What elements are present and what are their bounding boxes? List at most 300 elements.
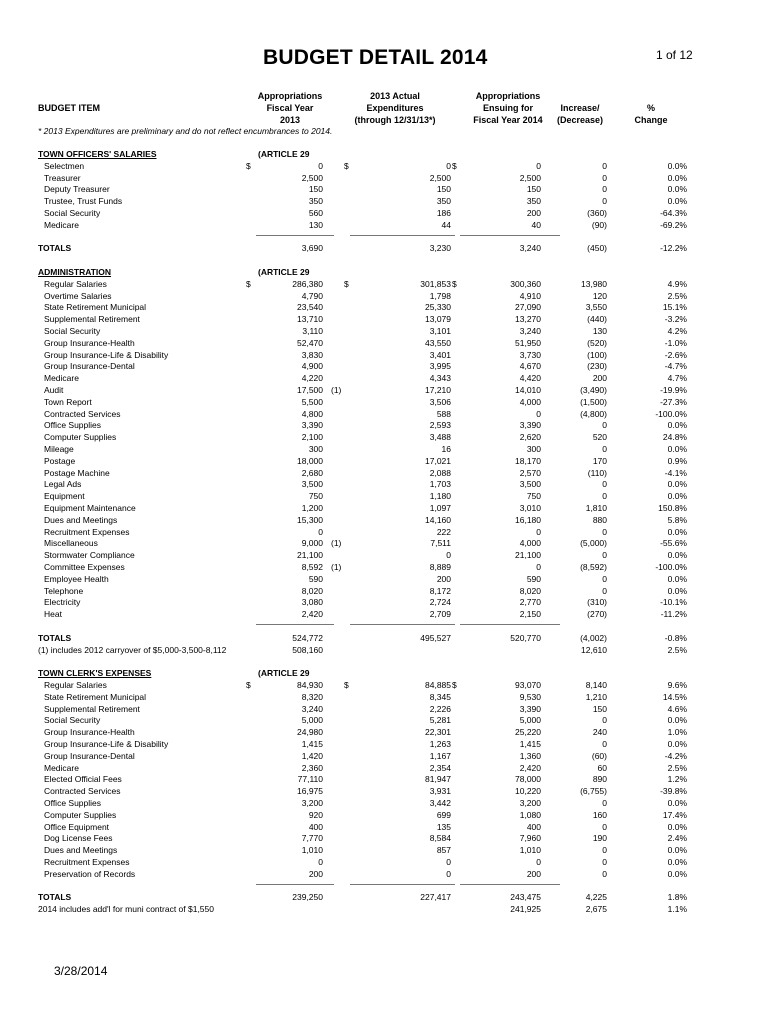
appropriation-2013: 5,000	[301, 715, 323, 726]
actual-2013: 5,281	[429, 715, 451, 726]
actual-2013: 44	[441, 219, 451, 230]
actual-2013: 7,511	[430, 538, 451, 549]
appropriation-2014: 750	[526, 491, 541, 502]
appropriation-2014: 3,240	[519, 326, 541, 336]
appropriation-2013: 400	[308, 821, 323, 832]
dollar-sign: $	[246, 160, 251, 171]
table-row	[0, 160, 770, 172]
percent-change: -4.7%	[664, 361, 687, 372]
appropriation-2014: 2,500	[519, 172, 541, 183]
percent-change: 2.5%	[667, 762, 687, 773]
table-row	[0, 384, 770, 396]
actual-2013: 3,995	[429, 361, 451, 372]
table-row	[0, 431, 770, 443]
budget-item-label: Recruitment Expenses	[44, 526, 130, 537]
appropriation-2013: 4,800	[301, 408, 323, 419]
budget-item-label: Selectmen	[44, 160, 85, 171]
table-row	[0, 549, 770, 561]
dollar-sign: $	[344, 680, 349, 690]
total-rule-line	[256, 624, 334, 625]
appropriation-2013: 3,830	[301, 349, 323, 360]
section-header	[0, 266, 770, 278]
appropriation-2014: 200	[526, 868, 541, 879]
table-row	[0, 856, 770, 868]
budget-item-label: 2014 includes add'l for muni contract of $1,550	[38, 904, 214, 915]
total-rule-line	[256, 884, 334, 885]
appropriation-2013: 3,500	[301, 479, 323, 490]
table-row	[0, 585, 770, 597]
appropriation-2013: 4,790	[301, 290, 323, 301]
table-row	[0, 596, 770, 608]
increase-decrease: 1,210	[585, 691, 607, 702]
appropriation-2014: 3,390	[519, 703, 541, 714]
page-number: 1 of 12	[656, 48, 693, 62]
total-rule-line	[350, 884, 455, 885]
percent-change: -4.1%	[664, 467, 687, 478]
percent-change: 4.2%	[667, 326, 687, 336]
percent-change: 1.1%	[667, 904, 687, 915]
appropriation-2013: 8,020	[301, 585, 323, 596]
increase-decrease: (310)	[587, 597, 607, 608]
percent-change: -19.9%	[660, 385, 687, 395]
header-percent-change	[626, 102, 676, 126]
actual-2013: 3,931	[429, 786, 451, 797]
budget-item-label: Audit	[44, 385, 64, 395]
budget-item-label: Regular Salaries	[44, 680, 107, 690]
table-row	[0, 219, 770, 231]
actual-2013: 0	[446, 160, 451, 171]
budget-item-label: Stormwater Compliance	[44, 550, 135, 561]
table-row	[0, 337, 770, 349]
appropriation-2013: 7,770	[301, 833, 323, 844]
budget-item-label: Recruitment Expenses	[44, 857, 130, 867]
appropriation-2014: 7,960	[519, 833, 541, 844]
increase-decrease: 120	[592, 290, 607, 301]
table-row	[0, 726, 770, 738]
budget-item-label: Contracted Services	[44, 786, 121, 797]
appropriation-2014: 590	[526, 573, 541, 584]
increase-decrease: 170	[592, 455, 607, 466]
dollar-sign: $	[452, 680, 457, 690]
actual-2013: 2,593	[429, 420, 451, 431]
appropriation-2013: 286,380	[292, 278, 323, 289]
section-title: TOWN CLERK'S EXPENSES	[38, 668, 152, 679]
header-line: Ensuing for	[483, 103, 533, 113]
table-row	[0, 844, 770, 856]
percent-change: 0.0%	[667, 479, 687, 490]
budget-item-label: Dog License Fees	[44, 833, 113, 844]
header-line: Expenditures	[366, 103, 424, 113]
appropriation-2013: 3,690	[301, 243, 323, 254]
dollar-sign: $	[452, 160, 457, 171]
appropriation-2014: 4,000	[519, 396, 541, 407]
actual-2013: 14,160	[425, 514, 451, 525]
table-row	[0, 821, 770, 833]
budget-item-label: (1) includes 2012 carryover of $5,000-3,500-8,112	[38, 644, 227, 655]
appropriation-2013: 2,100	[301, 432, 323, 443]
actual-2013: 495,527	[420, 632, 451, 643]
appropriation-2014: 93,070	[515, 680, 541, 690]
increase-decrease: 0	[602, 479, 607, 490]
appropriation-2014: 1,080	[519, 809, 541, 820]
appropriation-2014: 3,500	[519, 479, 541, 490]
actual-2013: 2,354	[429, 762, 451, 773]
percent-change: -3.2%	[664, 314, 687, 325]
actual-2013: 222	[436, 526, 451, 537]
header-line: Appropriations	[257, 91, 323, 101]
table-row	[0, 478, 770, 490]
budget-item-label: Equipment	[44, 491, 85, 502]
actual-2013: 150	[436, 184, 451, 195]
increase-decrease: 0	[602, 585, 607, 596]
appropriation-2014: 3,730	[519, 349, 541, 360]
appropriation-2013: 2,360	[301, 762, 323, 773]
header-line: (Decrease)	[556, 115, 604, 125]
percent-change: 5.8%	[667, 514, 687, 525]
total-rule-line	[460, 235, 560, 236]
percent-change: -12.2%	[660, 243, 687, 254]
budget-item-label: Contracted Services	[44, 408, 121, 419]
budget-item-label: Electricity	[44, 597, 81, 608]
appropriation-2013: 4,900	[301, 361, 323, 372]
actual-2013: 0	[446, 868, 451, 879]
header-actual-2013	[340, 90, 450, 126]
actual-2013: 8,345	[429, 691, 451, 702]
table-row	[0, 455, 770, 467]
header-budget-item	[38, 102, 100, 114]
increase-decrease: 13,980	[581, 278, 607, 289]
appropriation-2014: 300,360	[510, 278, 541, 289]
actual-2013: 1,798	[429, 290, 451, 301]
actual-2013: 8,584	[429, 833, 451, 844]
budget-item-label: Deputy Treasurer	[44, 184, 110, 195]
total-rule-line	[256, 235, 334, 236]
appropriation-2013: 130	[308, 219, 323, 230]
increase-decrease: (4,800)	[580, 408, 607, 419]
table-row	[0, 301, 770, 313]
increase-decrease: (440)	[587, 314, 607, 325]
actual-2013: 22,301	[425, 727, 451, 738]
increase-decrease: 0	[602, 444, 607, 454]
totals-row	[0, 891, 770, 903]
table-row	[0, 703, 770, 715]
budget-item-label: Social Security	[44, 715, 101, 726]
increase-decrease: 0	[602, 160, 607, 171]
appropriation-2013: 200	[308, 868, 323, 879]
appropriation-2013: 508,160	[292, 644, 323, 655]
table-row	[0, 750, 770, 762]
appropriation-2014: 16,180	[515, 514, 541, 525]
footnote-marker: (1)	[331, 538, 342, 549]
budget-item-label: Preservation of Records	[44, 868, 136, 879]
percent-change: 0.0%	[667, 845, 687, 856]
appropriation-2014: 2,770	[519, 597, 541, 608]
header-line: Fiscal Year 2014	[473, 115, 543, 125]
budget-item-label: Overtime Salaries	[44, 290, 112, 301]
increase-decrease: 0	[602, 868, 607, 879]
percent-change: -11.2%	[660, 609, 687, 620]
percent-change: 0.0%	[667, 420, 687, 431]
increase-decrease: 0	[602, 857, 607, 867]
table-row	[0, 537, 770, 549]
percent-change: 15.1%	[662, 302, 687, 313]
table-row	[0, 561, 770, 573]
appropriation-2014: 5,000	[519, 715, 541, 726]
actual-2013: 1,263	[429, 739, 451, 749]
percent-change: 1.0%	[667, 727, 687, 738]
increase-decrease: (520)	[587, 337, 607, 348]
actual-2013: 699	[436, 809, 451, 820]
percent-change: 17.4%	[662, 809, 687, 820]
appropriation-2014: 14,010	[515, 385, 541, 395]
increase-decrease: (8,592)	[580, 562, 607, 572]
appropriation-2013: 8,320	[301, 691, 323, 702]
percent-change: 0.0%	[667, 868, 687, 879]
table-row	[0, 502, 770, 514]
percent-change: -100.0%	[655, 408, 687, 419]
increase-decrease: 150	[592, 703, 607, 714]
actual-2013: 16	[441, 444, 451, 454]
appropriation-2013: 920	[308, 809, 323, 820]
actual-2013: 857	[436, 845, 451, 856]
appropriation-2013: 9,000	[301, 538, 323, 549]
appropriation-2014: 2,420	[519, 762, 541, 773]
table-row	[0, 290, 770, 302]
increase-decrease: (6,755)	[580, 786, 607, 797]
increase-decrease: 200	[592, 373, 607, 384]
percent-change: 9.6%	[667, 680, 687, 690]
appropriation-2014: 4,910	[519, 290, 541, 301]
table-row	[0, 762, 770, 774]
appropriation-2014: 2,570	[519, 467, 541, 478]
increase-decrease: (5,000)	[580, 538, 607, 549]
budget-item-label: Telephone	[44, 585, 84, 596]
section-header	[0, 148, 770, 160]
increase-decrease: 4,225	[585, 892, 607, 903]
percent-change: 0.0%	[667, 798, 687, 808]
percent-change: -69.2%	[660, 219, 687, 230]
table-row	[0, 785, 770, 797]
increase-decrease: (1,500)	[580, 396, 607, 407]
percent-change: 0.0%	[667, 585, 687, 596]
appropriation-2014: 1,360	[519, 750, 541, 761]
appropriation-2013: 84,930	[297, 680, 323, 690]
budget-item-label: Employee Health	[44, 573, 109, 584]
appropriation-2013: 3,080	[301, 597, 323, 608]
budget-item-label: Postage Machine	[44, 467, 110, 478]
table-row	[0, 573, 770, 585]
budget-item-label: Group Insurance-Health	[44, 727, 135, 738]
appropriation-2013: 560	[308, 208, 323, 218]
percent-change: 2.4%	[667, 833, 687, 844]
appropriation-2013: 0	[318, 857, 323, 867]
percent-change: 14.5%	[662, 691, 687, 702]
percent-change: -100.0%	[655, 562, 687, 572]
percent-change: 0.0%	[667, 444, 687, 454]
table-row	[0, 868, 770, 880]
appropriation-2013: 16,975	[297, 786, 323, 797]
table-row	[0, 419, 770, 431]
percent-change: 0.0%	[667, 821, 687, 832]
budget-item-label: Dues and Meetings	[44, 845, 118, 856]
table-row	[0, 679, 770, 691]
actual-2013: 8,172	[429, 585, 451, 596]
actual-2013: 17,210	[425, 385, 451, 395]
header-line: Appropriations	[475, 91, 541, 101]
section-title: TOWN OFFICERS' SALARIES	[38, 149, 157, 159]
table-row	[0, 514, 770, 526]
actual-2013: 3,488	[429, 432, 451, 443]
increase-decrease: 60	[597, 762, 607, 773]
actual-2013: 3,230	[429, 243, 451, 254]
appropriation-2013: 21,100	[297, 550, 323, 561]
header-line: Fiscal Year	[266, 103, 314, 113]
dollar-sign: $	[344, 160, 349, 171]
appropriation-2013: 2,500	[301, 172, 323, 183]
appropriation-2013: 24,980	[297, 727, 323, 738]
dollar-sign: $	[246, 680, 251, 690]
header-appropriations-2013	[244, 90, 336, 126]
header-line: %	[646, 103, 655, 113]
actual-2013: 4,343	[429, 373, 451, 384]
table-row	[0, 195, 770, 207]
header-line: Change	[634, 115, 668, 125]
actual-2013: 3,401	[429, 349, 451, 360]
table-row	[0, 349, 770, 361]
appropriation-2014: 300	[526, 444, 541, 454]
budget-item-label: Medicare	[44, 762, 79, 773]
footnote-marker: (1)	[331, 562, 342, 572]
appropriation-2013: 1,010	[301, 845, 323, 856]
appropriation-2013: 18,000	[297, 455, 323, 466]
table-row	[0, 832, 770, 844]
table-row	[0, 313, 770, 325]
actual-2013: 2,088	[429, 467, 451, 478]
increase-decrease: 0	[602, 573, 607, 584]
preliminary-note: * 2013 Expenditures are preliminary and do not reflect encumbrances to 2014.	[38, 126, 333, 136]
header-line: (through 12/31/13*)	[354, 115, 436, 125]
actual-2013: 588	[436, 408, 451, 419]
table-row	[0, 490, 770, 502]
header-line: 2013	[279, 115, 301, 125]
appropriation-2014: 0	[536, 408, 541, 419]
increase-decrease: 8,140	[585, 680, 607, 690]
increase-decrease: 0	[602, 715, 607, 726]
actual-2013: 301,853	[420, 278, 451, 289]
table-row	[0, 183, 770, 195]
appropriation-2013: 0	[318, 526, 323, 537]
increase-decrease: (230)	[587, 361, 607, 372]
increase-decrease: 12,610	[581, 644, 607, 655]
appropriation-2013: 2,420	[301, 609, 323, 620]
appropriation-2014: 4,670	[519, 361, 541, 372]
appropriation-2014: 150	[526, 184, 541, 195]
budget-item-label: TOTALS	[38, 243, 72, 254]
increase-decrease: (3,490)	[580, 385, 607, 395]
appropriation-2013: 3,390	[301, 420, 323, 431]
budget-item-label: Town Report	[44, 396, 92, 407]
actual-2013: 1,097	[429, 503, 451, 513]
actual-2013: 135	[436, 821, 451, 832]
table-row	[0, 608, 770, 620]
table-row	[0, 325, 770, 337]
percent-change: -0.8%	[664, 632, 687, 643]
appropriation-2013: 750	[308, 491, 323, 502]
increase-decrease: 0	[602, 420, 607, 431]
table-row	[0, 773, 770, 785]
increase-decrease: (270)	[587, 609, 607, 620]
appropriation-2014: 1,415	[519, 739, 541, 749]
percent-change: 150.8%	[658, 503, 687, 513]
appropriation-2014: 0	[536, 857, 541, 867]
appropriation-2014: 0	[536, 160, 541, 171]
percent-change: 0.0%	[667, 715, 687, 726]
actual-2013: 2,724	[429, 597, 451, 608]
totals-row	[0, 632, 770, 644]
increase-decrease: (100)	[587, 349, 607, 360]
actual-2013: 1,167	[429, 750, 451, 761]
table-row	[0, 372, 770, 384]
budget-item-label: Group Insurance-Dental	[44, 361, 135, 372]
percent-change: 4.6%	[667, 703, 687, 714]
percent-change: -1.0%	[664, 337, 687, 348]
table-row	[0, 526, 770, 538]
percent-change: -64.3%	[660, 208, 687, 218]
increase-decrease: 0	[602, 550, 607, 561]
appropriation-2014: 2,150	[519, 609, 541, 620]
increase-decrease: (450)	[587, 243, 607, 254]
appropriation-2014: 13,270	[515, 314, 541, 325]
actual-2013: 227,417	[420, 892, 451, 903]
header-line: Increase/	[560, 103, 600, 113]
budget-item-label: TOTALS	[38, 632, 72, 643]
article-ref: (ARTICLE 29	[258, 668, 310, 679]
appropriation-2013: 1,200	[301, 503, 323, 513]
appropriation-2014: 4,000	[519, 538, 541, 549]
appropriation-2013: 23,540	[297, 302, 323, 313]
note-row	[0, 644, 770, 656]
header-appropriations-2014	[458, 90, 558, 126]
table-row	[0, 738, 770, 750]
table-row	[0, 467, 770, 479]
actual-2013: 13,079	[425, 314, 451, 325]
budget-item-label: Group Insurance-Life & Disability	[44, 349, 169, 360]
percent-change: 0.9%	[667, 455, 687, 466]
percent-change: 1.8%	[667, 892, 687, 903]
appropriation-2014: 78,000	[515, 774, 541, 785]
appropriation-2014: 3,010	[519, 503, 541, 513]
increase-decrease: 2,675	[585, 904, 607, 915]
appropriation-2013: 8,592	[301, 562, 323, 572]
appropriation-2013: 15,300	[297, 514, 323, 525]
appropriation-2014: 0	[536, 562, 541, 572]
budget-item-label: Office Supplies	[44, 798, 102, 808]
table-row	[0, 443, 770, 455]
appropriation-2014: 27,090	[515, 302, 541, 313]
table-row	[0, 172, 770, 184]
budget-item-label: Group Insurance-Dental	[44, 750, 135, 761]
budget-item-label: Group Insurance-Health	[44, 337, 135, 348]
increase-decrease: 0	[602, 184, 607, 195]
increase-decrease: 160	[592, 809, 607, 820]
budget-item-label: Legal Ads	[44, 479, 82, 490]
appropriation-2014: 200	[526, 208, 541, 218]
appropriation-2014: 3,200	[519, 798, 541, 808]
increase-decrease: 0	[602, 526, 607, 537]
percent-change: -39.8%	[660, 786, 687, 797]
actual-2013: 186	[436, 208, 451, 218]
percent-change: 0.0%	[667, 491, 687, 502]
